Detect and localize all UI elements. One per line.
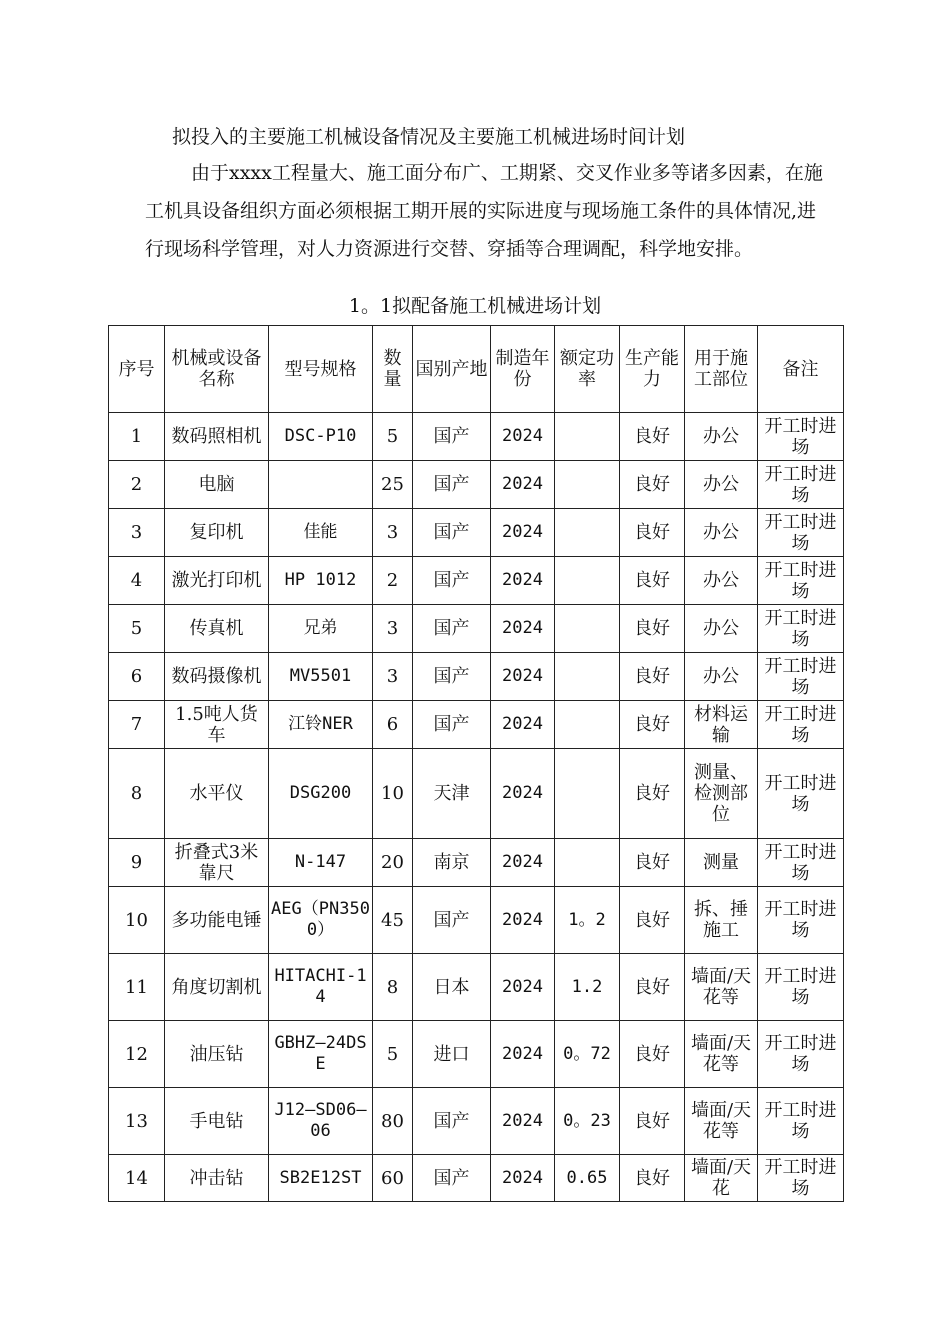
row-origin: 天津 — [413, 749, 491, 839]
row-power — [555, 509, 620, 557]
row-usage: 材料运输 — [685, 701, 758, 749]
row-usage: 墙面/天花等 — [685, 954, 758, 1021]
row-quantity: 45 — [373, 887, 413, 954]
header-usage: 用于施工部位 — [685, 326, 758, 413]
row-model: 江铃NER — [269, 701, 373, 749]
row-index: 4 — [109, 557, 165, 605]
row-name: 手电钻 — [165, 1088, 269, 1155]
row-power — [555, 839, 620, 887]
row-index: 10 — [109, 887, 165, 954]
row-name: 电脑 — [165, 461, 269, 509]
row-usage: 测量、检测部位 — [685, 749, 758, 839]
row-remark: 开工时进场 — [758, 1155, 844, 1202]
row-model: GBHZ—24DSE — [269, 1021, 373, 1088]
row-remark: 开工时进场 — [758, 887, 844, 954]
row-origin: 国产 — [413, 887, 491, 954]
row-year: 2024 — [491, 839, 555, 887]
row-capacity: 良好 — [620, 605, 685, 653]
row-remark: 开工时进场 — [758, 701, 844, 749]
row-capacity: 良好 — [620, 461, 685, 509]
row-capacity: 良好 — [620, 887, 685, 954]
row-power: 0.65 — [555, 1155, 620, 1202]
row-quantity: 10 — [373, 749, 413, 839]
row-name: 1.5吨人货车 — [165, 701, 269, 749]
row-origin: 国产 — [413, 413, 491, 461]
row-quantity: 3 — [373, 509, 413, 557]
row-power — [555, 413, 620, 461]
table-caption: 1。1拟配备施工机械进场计划 — [348, 295, 602, 317]
table-row — [109, 653, 844, 701]
row-name: 传真机 — [165, 605, 269, 653]
row-capacity: 良好 — [620, 557, 685, 605]
row-origin: 国产 — [413, 509, 491, 557]
row-year: 2024 — [491, 954, 555, 1021]
row-year: 2024 — [491, 1021, 555, 1088]
row-usage: 办公 — [685, 509, 758, 557]
row-year: 2024 — [491, 887, 555, 954]
row-quantity: 60 — [373, 1155, 413, 1202]
row-name: 冲击钻 — [165, 1155, 269, 1202]
header-power: 额定功率 — [555, 326, 620, 413]
row-year: 2024 — [491, 749, 555, 839]
document-heading: 拟投入的主要施工机械设备情况及主要施工机械进场时间计划 — [172, 126, 686, 148]
table-row — [109, 701, 844, 749]
row-year: 2024 — [491, 509, 555, 557]
row-name: 折叠式3米靠尺 — [165, 839, 269, 887]
row-power — [555, 557, 620, 605]
row-remark: 开工时进场 — [758, 557, 844, 605]
row-power — [555, 701, 620, 749]
row-origin: 南京 — [413, 839, 491, 887]
row-origin: 日本 — [413, 954, 491, 1021]
row-index: 5 — [109, 605, 165, 653]
row-usage: 墙面/天花 — [685, 1155, 758, 1202]
header-remark: 备注 — [758, 326, 844, 413]
row-model: HP 1012 — [269, 557, 373, 605]
row-model: 佳能 — [269, 509, 373, 557]
row-quantity: 3 — [373, 653, 413, 701]
row-power: 0。23 — [555, 1088, 620, 1155]
row-origin: 国产 — [413, 1088, 491, 1155]
table-row — [109, 557, 844, 605]
row-index: 6 — [109, 653, 165, 701]
row-capacity: 良好 — [620, 1088, 685, 1155]
row-quantity: 3 — [373, 605, 413, 653]
row-name: 数码摄像机 — [165, 653, 269, 701]
row-index: 7 — [109, 701, 165, 749]
row-year: 2024 — [491, 701, 555, 749]
row-model: AEG（PN3500） — [269, 887, 373, 954]
row-name: 激光打印机 — [165, 557, 269, 605]
row-capacity: 良好 — [620, 509, 685, 557]
row-quantity: 25 — [373, 461, 413, 509]
row-remark: 开工时进场 — [758, 954, 844, 1021]
row-origin: 国产 — [413, 1155, 491, 1202]
row-remark: 开工时进场 — [758, 461, 844, 509]
row-name: 油压钻 — [165, 1021, 269, 1088]
header-name: 机械或设备名称 — [165, 326, 269, 413]
table-header-row — [109, 326, 844, 413]
row-model: HITACHI-14 — [269, 954, 373, 1021]
row-capacity: 良好 — [620, 749, 685, 839]
row-index: 13 — [109, 1088, 165, 1155]
row-quantity: 20 — [373, 839, 413, 887]
row-model: MV5501 — [269, 653, 373, 701]
row-remark: 开工时进场 — [758, 509, 844, 557]
row-index: 12 — [109, 1021, 165, 1088]
row-model: 兄弟 — [269, 605, 373, 653]
row-remark: 开工时进场 — [758, 1021, 844, 1088]
row-quantity: 80 — [373, 1088, 413, 1155]
row-index: 3 — [109, 509, 165, 557]
row-origin: 国产 — [413, 653, 491, 701]
row-quantity: 5 — [373, 413, 413, 461]
row-usage: 办公 — [685, 413, 758, 461]
row-model: DSG200 — [269, 749, 373, 839]
table-row — [109, 954, 844, 1021]
row-usage: 墙面/天花等 — [685, 1088, 758, 1155]
row-quantity: 2 — [373, 557, 413, 605]
row-quantity: 6 — [373, 701, 413, 749]
row-usage: 墙面/天花等 — [685, 1021, 758, 1088]
row-index: 1 — [109, 413, 165, 461]
row-origin: 进口 — [413, 1021, 491, 1088]
row-quantity: 5 — [373, 1021, 413, 1088]
row-model: N-147 — [269, 839, 373, 887]
row-name: 角度切割机 — [165, 954, 269, 1021]
row-power — [555, 605, 620, 653]
row-name: 复印机 — [165, 509, 269, 557]
row-usage: 办公 — [685, 605, 758, 653]
header-quantity: 数量 — [373, 326, 413, 413]
row-power — [555, 653, 620, 701]
header-origin: 国别产地 — [413, 326, 491, 413]
header-model: 型号规格 — [269, 326, 373, 413]
equipment-table — [108, 325, 844, 1202]
row-index: 11 — [109, 954, 165, 1021]
row-name: 多功能电锤 — [165, 887, 269, 954]
row-remark: 开工时进场 — [758, 749, 844, 839]
row-year: 2024 — [491, 461, 555, 509]
table-row — [109, 887, 844, 954]
row-remark: 开工时进场 — [758, 413, 844, 461]
row-origin: 国产 — [413, 557, 491, 605]
row-quantity: 8 — [373, 954, 413, 1021]
row-name: 数码照相机 — [165, 413, 269, 461]
row-index: 9 — [109, 839, 165, 887]
row-capacity: 良好 — [620, 954, 685, 1021]
row-model: J12—SD06—06 — [269, 1088, 373, 1155]
row-remark: 开工时进场 — [758, 605, 844, 653]
row-remark: 开工时进场 — [758, 1088, 844, 1155]
row-index: 2 — [109, 461, 165, 509]
row-model — [269, 461, 373, 509]
table-row — [109, 1088, 844, 1155]
row-power — [555, 749, 620, 839]
row-usage: 办公 — [685, 557, 758, 605]
intro-paragraph: 由于xxxx工程量大、施工面分布广、工期紧、交叉作业多等诸多因素，在施工机具设备组织方面必须根据工期开展的实际进度与现场施工条件的具体情况,进行现场科学管理，对人力资源进行交替、穿插等合理调配，科学地安排。 — [145, 162, 823, 260]
row-year: 2024 — [491, 1155, 555, 1202]
table-row — [109, 839, 844, 887]
header-year: 制造年份 — [491, 326, 555, 413]
row-index: 8 — [109, 749, 165, 839]
row-index: 14 — [109, 1155, 165, 1202]
row-usage: 拆、捶施工 — [685, 887, 758, 954]
table-row — [109, 749, 844, 839]
row-power: 0。72 — [555, 1021, 620, 1088]
row-capacity: 良好 — [620, 413, 685, 461]
row-power — [555, 461, 620, 509]
table-row — [109, 1021, 844, 1088]
row-model: DSC-P10 — [269, 413, 373, 461]
row-year: 2024 — [491, 1088, 555, 1155]
header-capacity: 生产能力 — [620, 326, 685, 413]
row-remark: 开工时进场 — [758, 839, 844, 887]
table-row — [109, 509, 844, 557]
row-remark: 开工时进场 — [758, 653, 844, 701]
row-capacity: 良好 — [620, 1155, 685, 1202]
table-row — [109, 1155, 844, 1202]
row-capacity: 良好 — [620, 839, 685, 887]
header-index: 序号 — [109, 326, 165, 413]
row-year: 2024 — [491, 653, 555, 701]
row-year: 2024 — [491, 605, 555, 653]
row-capacity: 良好 — [620, 1021, 685, 1088]
table-row — [109, 461, 844, 509]
row-origin: 国产 — [413, 461, 491, 509]
row-origin: 国产 — [413, 701, 491, 749]
row-year: 2024 — [491, 413, 555, 461]
row-capacity: 良好 — [620, 653, 685, 701]
row-power: 1.2 — [555, 954, 620, 1021]
row-year: 2024 — [491, 557, 555, 605]
row-power: 1。2 — [555, 887, 620, 954]
row-model: SB2E12ST — [269, 1155, 373, 1202]
table-row — [109, 605, 844, 653]
row-usage: 办公 — [685, 461, 758, 509]
row-name: 水平仪 — [165, 749, 269, 839]
table-row — [109, 413, 844, 461]
row-usage: 办公 — [685, 653, 758, 701]
row-usage: 测量 — [685, 839, 758, 887]
row-capacity: 良好 — [620, 701, 685, 749]
row-origin: 国产 — [413, 605, 491, 653]
